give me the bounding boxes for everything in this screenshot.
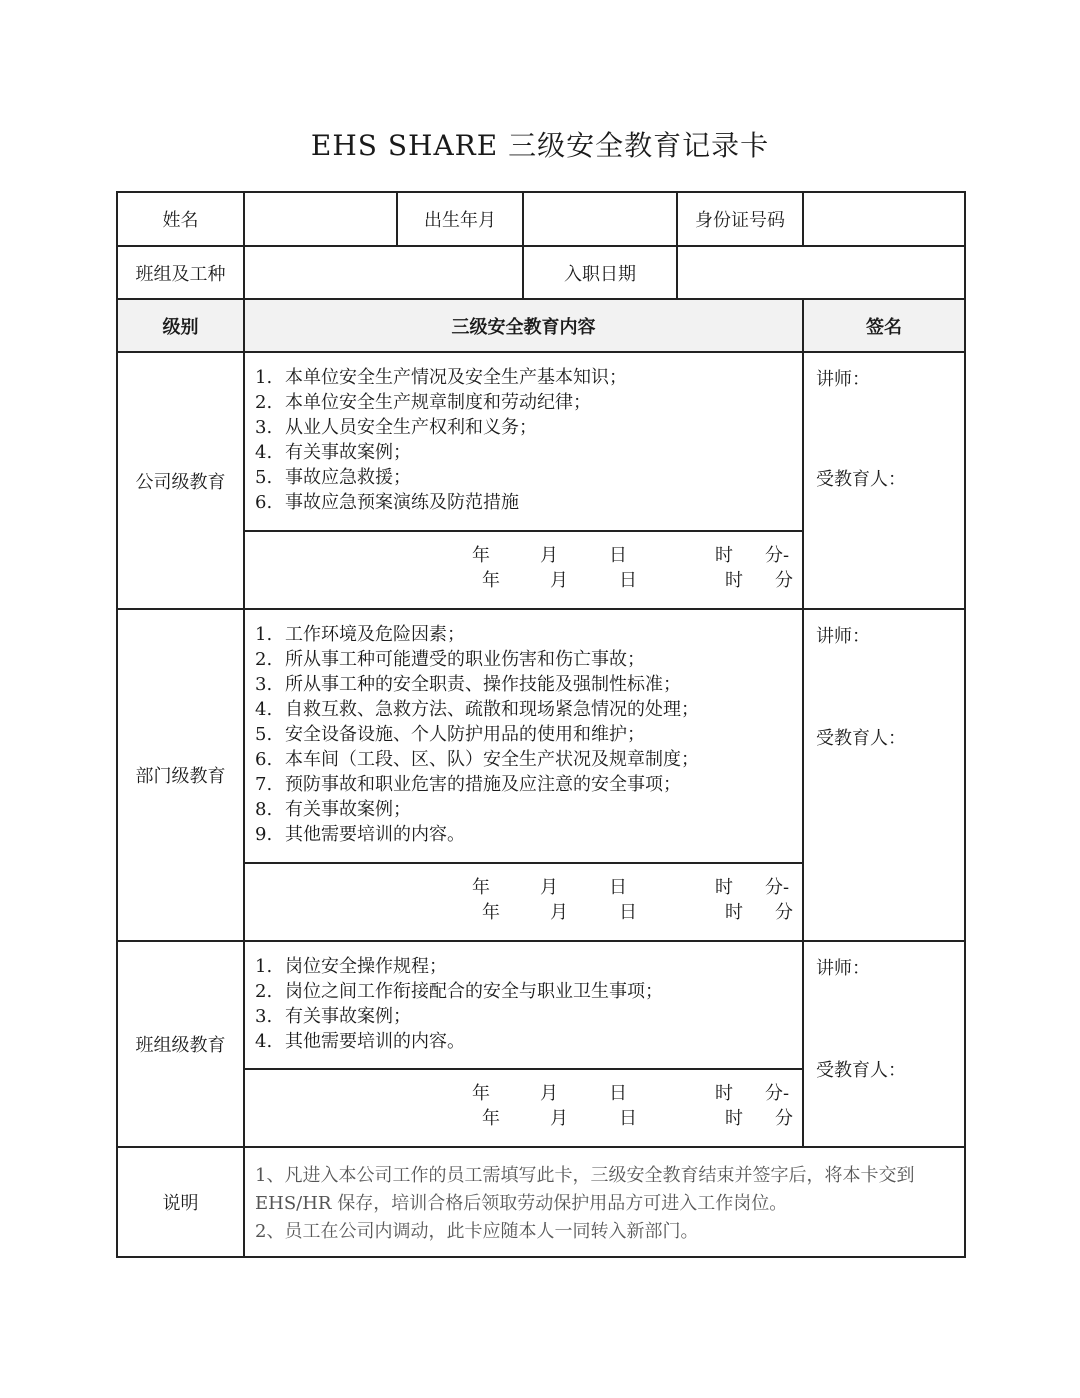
list-item: 2. 本单位安全生产规章制度和劳动纪律；	[255, 392, 591, 413]
list-item: 3. 所从事工种的安全职责、操作技能及强制性标准；	[255, 674, 681, 695]
list-item: 6. 本车间（工段、区、队）安全生产状况及规章制度；	[255, 749, 699, 770]
list-item: 4. 有关事故案例；	[255, 442, 411, 463]
team-job-label: 班组及工种	[117, 246, 244, 299]
hire-date-label: 入职日期	[523, 246, 677, 299]
level-label: 班组级教育	[117, 941, 244, 1147]
trainee-label: 受教育人：	[816, 1060, 906, 1081]
list-item: 7. 预防事故和职业危害的措施及应注意的安全事项；	[255, 774, 681, 795]
note-line-2: 2、员工在公司内调动，此卡应随本人一同转入新部门。	[255, 1221, 699, 1242]
list-item: 2. 所从事工种可能遭受的职业伤害和伤亡事故；	[255, 649, 645, 670]
content-list-cell	[244, 941, 803, 1069]
list-item: 1. 工作环境及危险因素；	[255, 624, 465, 645]
team-level-content-row	[117, 941, 965, 1069]
level-header: 级别	[117, 299, 244, 352]
department-level-content-row	[117, 609, 965, 863]
lecturer-label: 讲师：	[816, 626, 870, 647]
list-item: 3. 从业人员安全生产权利和义务；	[255, 417, 537, 438]
name-field[interactable]	[244, 192, 397, 246]
list-item: 6. 事故应急预案演练及防范措施	[255, 492, 519, 513]
content-list	[245, 942, 802, 1066]
list-item: 1. 岗位安全操作规程；	[255, 956, 447, 977]
note-label: 说明	[117, 1147, 244, 1257]
list-item: 9. 其他需要培训的内容。	[255, 824, 465, 845]
list-item: 1. 本单位安全生产情况及安全生产基本知识；	[255, 367, 627, 388]
company-level-content-row	[117, 352, 965, 531]
content-list-cell	[244, 352, 803, 531]
list-item: 4. 自救互救、急救方法、疏散和现场紧急情况的处理；	[255, 699, 699, 720]
level-label: 部门级教育	[117, 609, 244, 941]
list-item: 2. 岗位之间工作衔接配合的安全与职业卫生事项；	[255, 981, 663, 1002]
content-list	[245, 353, 802, 527]
date-cell[interactable]: 年 月 日 时 分- 年 月 日 时 分	[244, 1069, 803, 1147]
birth-field[interactable]	[523, 192, 677, 246]
signature-cell[interactable]	[803, 352, 965, 609]
level-label: 公司级教育	[117, 352, 244, 609]
hire-date-field[interactable]	[677, 246, 965, 299]
lecturer-label: 讲师：	[816, 958, 870, 979]
list-item: 4. 其他需要培训的内容。	[255, 1031, 465, 1052]
note-row	[117, 1147, 965, 1257]
trainee-label: 受教育人：	[816, 728, 906, 749]
signature-cell[interactable]	[803, 609, 965, 941]
id-number-field[interactable]	[803, 192, 965, 246]
team-job-field[interactable]	[244, 246, 523, 299]
list-item: 8. 有关事故案例；	[255, 799, 411, 820]
list-item: 5. 事故应急救援；	[255, 467, 411, 488]
date-cell[interactable]: 年 月 日 时 分- 年 月 日 时 分	[244, 863, 803, 941]
content-list-cell	[244, 609, 803, 863]
education-record-table	[116, 191, 966, 1258]
birth-label: 出生年月	[397, 192, 523, 246]
id-number-label: 身份证号码	[677, 192, 803, 246]
list-item: 5. 安全设备设施、个人防护用品的使用和维护；	[255, 724, 645, 745]
date-cell[interactable]: 年 月 日 时 分- 年 月 日 时 分	[244, 531, 803, 609]
signature-cell[interactable]	[803, 941, 965, 1147]
name-label: 姓名	[117, 192, 244, 246]
sign-header: 签名	[803, 299, 965, 352]
page-title: EHS SHARE 三级安全教育记录卡	[310, 129, 770, 162]
content-list	[245, 610, 802, 859]
header-row	[117, 299, 965, 352]
info-row-2	[117, 246, 965, 299]
trainee-label: 受教育人：	[816, 469, 906, 490]
note-line-1: 1、凡进入本公司工作的员工需填写此卡，三级安全教育结束并签字后，将本卡交到 EHS/HR 保存，培训合格后领取劳动保护用品方可进入工作岗位。	[255, 1165, 915, 1214]
list-item: 3. 有关事故案例；	[255, 1006, 411, 1027]
info-row-1	[117, 192, 965, 246]
lecturer-label: 讲师：	[816, 369, 870, 390]
content-header: 三级安全教育内容	[244, 299, 803, 352]
note-text	[244, 1147, 965, 1257]
